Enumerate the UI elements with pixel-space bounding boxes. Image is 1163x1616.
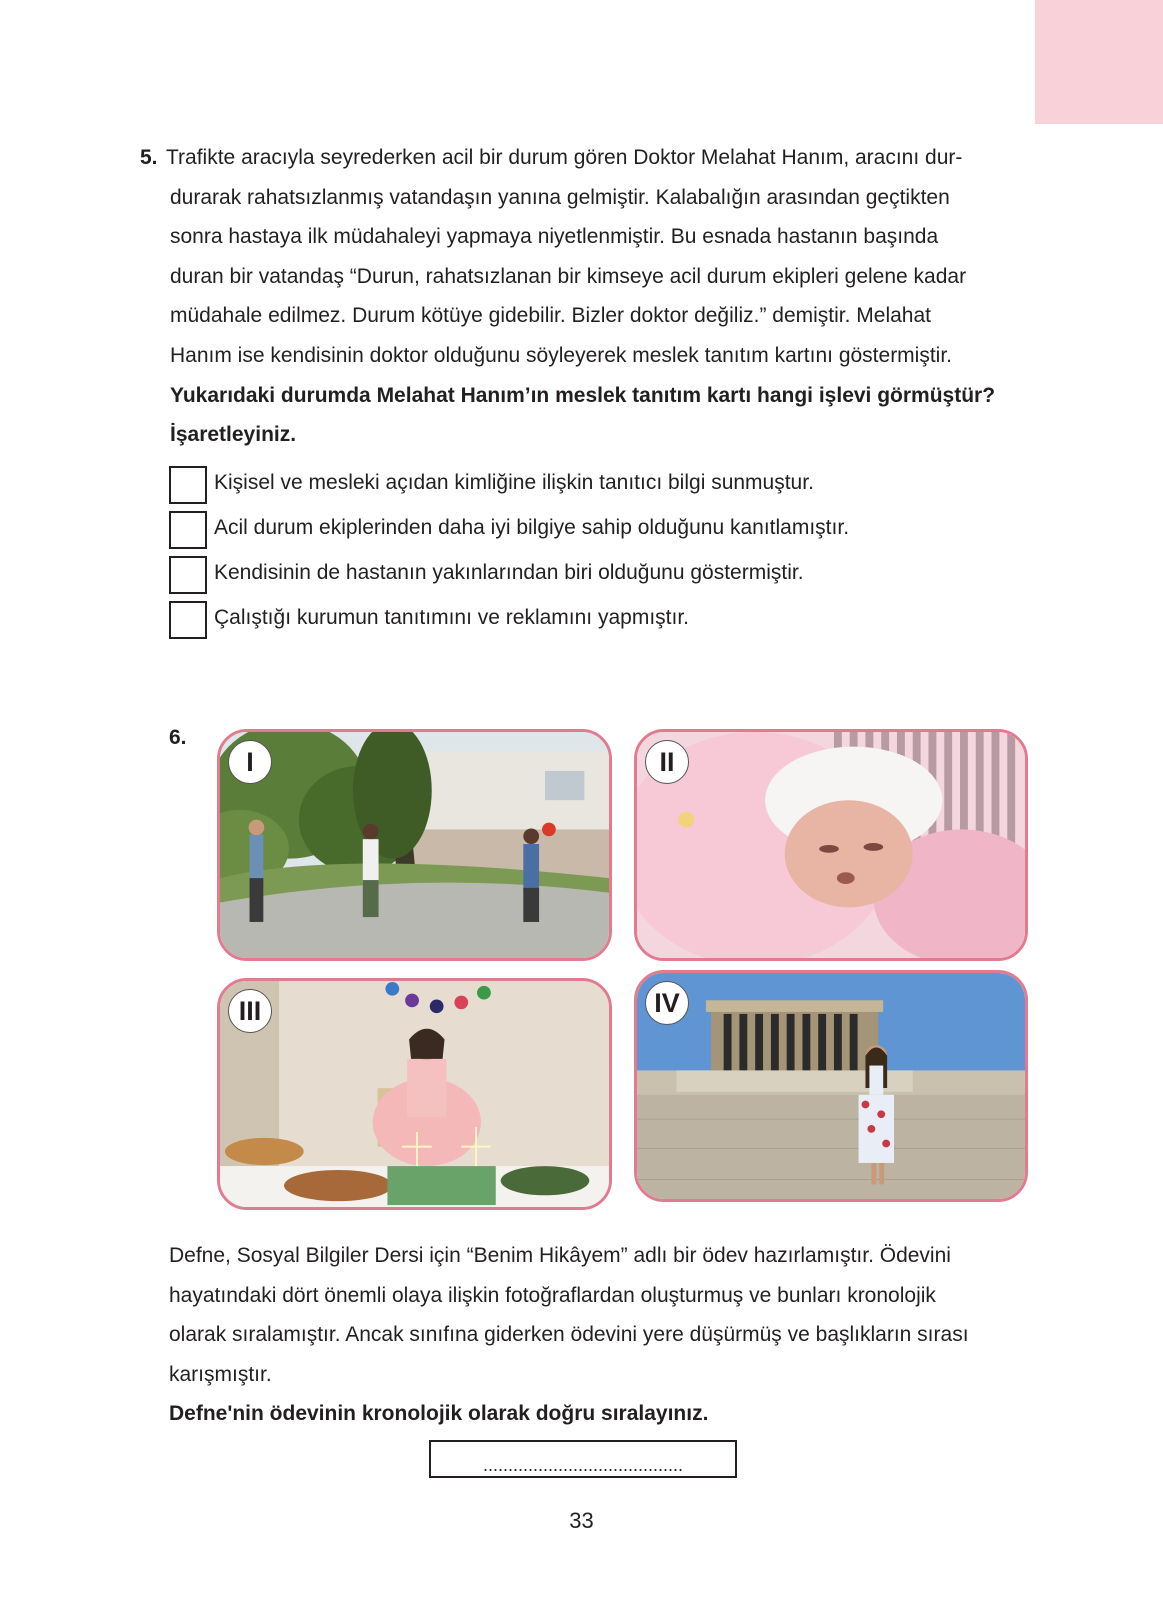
photo-iv [634,970,1028,1202]
q5-line-4: duran bir vatandaş “Durun, rahatsızlanan bir kimseye acil durum ekipleri gelene kadar [170,264,967,288]
page-number: 33 [569,1508,594,1533]
q6-line-3: olarak sıralamıştır. Ancak sınıfına giderken ödevini yere düşürmüş ve başlıkların sırası [169,1323,969,1347]
q5-line-1: Trafikte aracıyla seyrederken acil bir durum gören Doktor Melahat Hanım, aracını dur- [166,146,963,169]
corner-tab [1035,0,1163,124]
q6-line-2: hayatındaki dört önemli olaya ilişkin fotoğraflardan oluşturmuş ve bunları kronolojik [169,1283,936,1307]
option-text: Çalıştığı kurumun tanıtımını ve reklamını yapmıştır. [214,606,690,629]
q6-line-4: karışmıştır. [169,1362,272,1386]
birthday-party-photo [220,981,609,1207]
children-playing-photo [220,732,609,958]
q5-option-4[interactable] [169,599,1029,644]
photo-label-iii: III [228,989,272,1033]
q5-option-2[interactable] [169,509,1029,554]
anitkabir-visit-photo [637,973,1025,1199]
q5-line-6: Hanım ise kendisinin doktor olduğunu söyleyerek meslek tanıtım kartını göstermiştir. [170,343,953,367]
option-checkbox[interactable] [169,511,207,549]
newborn-baby-photo [637,732,1025,958]
photo-label-iv: IV [645,981,689,1025]
question-5 [140,138,1030,455]
answer-box[interactable] [429,1440,737,1478]
q5-question-line-1: Yukarıdaki durumda Melahat Hanım’ın meslek tanıtım kartı hangi işlevi görmüştür? [170,383,996,407]
q5-line-2: durarak rahatsızlanmış vatandaşın yanına gelmiştir. Kalabalığın arasından geçtikten [170,185,950,209]
photo-ii [634,729,1028,961]
photo-label-i: I [228,740,272,784]
question-6-text [169,1236,1029,1434]
q5-options [169,464,1029,644]
q5-line-3: sonra hastaya ilk müdahaleyi yapmaya niyetlenmiştir. Bu esnada hastanın başında [170,225,939,249]
option-text: Kişisel ve mesleki açıdan kimliğine ilişkin tanıtıcı bilgi sunmuştur. [214,471,814,494]
option-text: Kendisinin de hastanın yakınlarından biri olduğunu göstermiştir. [214,561,804,584]
q5-option-3[interactable] [169,554,1029,599]
q5-question-line-2: İşaretleyiniz. [170,423,297,447]
option-checkbox[interactable] [169,556,207,594]
q6-question: Defne'nin ödevinin kronolojik olarak doğru sıralayınız. [169,1402,709,1426]
question-5-number: 5. [140,146,158,169]
option-checkbox[interactable] [169,601,207,639]
photo-label-ii: II [645,740,689,784]
option-checkbox[interactable] [169,466,207,504]
photo-i [217,729,612,961]
photo-iii [217,978,612,1210]
q5-option-1[interactable] [169,464,1029,509]
option-text: Acil durum ekiplerinden daha iyi bilgiye sahip olduğunu kanıtlamıştır. [214,516,850,539]
q6-line-1: Defne, Sosyal Bilgiler Dersi için “Benim Hikâyem” adlı bir ödev hazırlamıştır. Ödevini [169,1244,951,1267]
q5-line-5: müdahale edilmez. Durum kötüye gidebilir. Bizler doktor değiliz.” demiştir. Melahat [170,304,932,328]
question-6-number: 6. [169,726,187,749]
answer-placeholder: ........................................ [482,1455,684,1475]
